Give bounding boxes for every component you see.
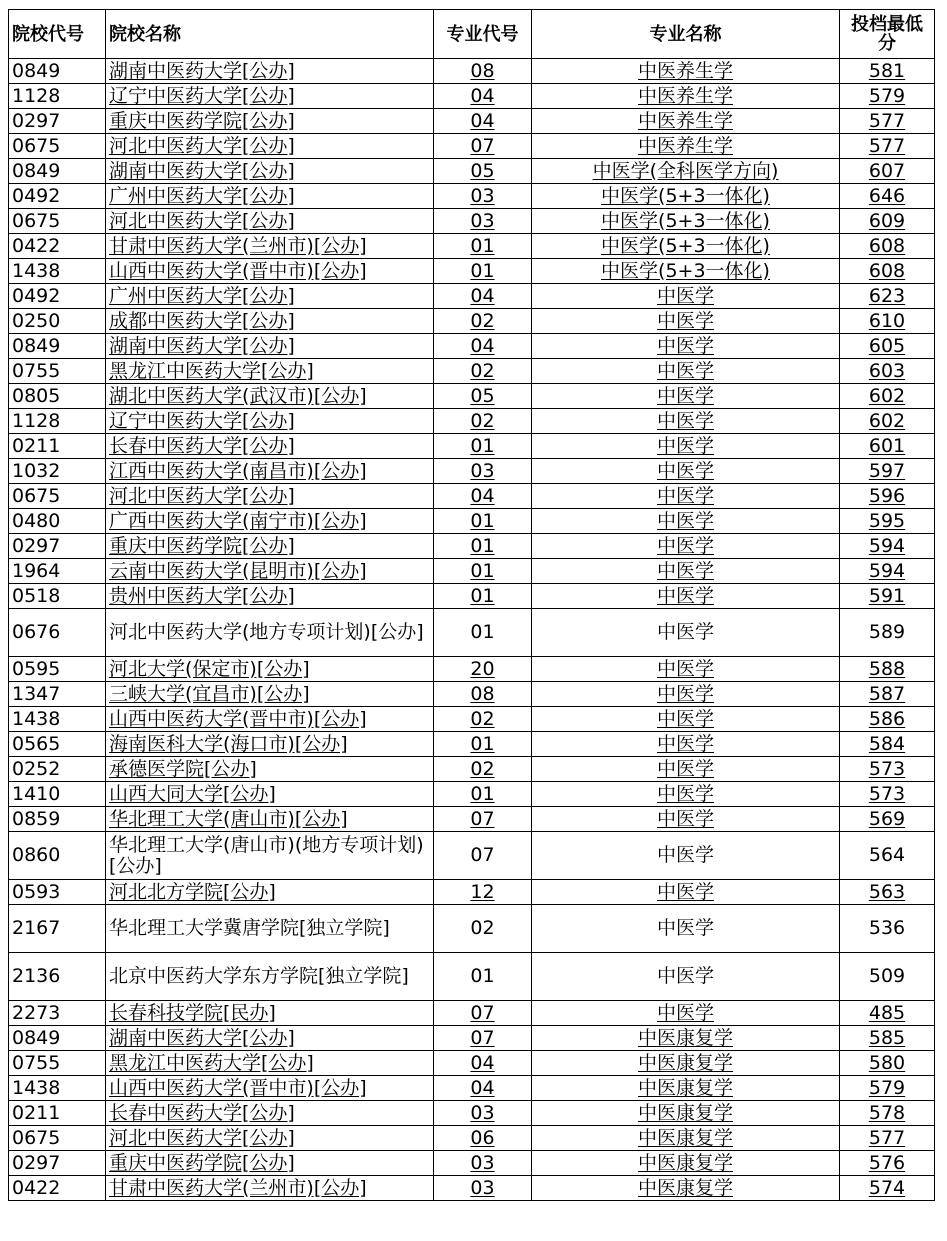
school-name-cell: 黑龙江中医药大学[公办]: [106, 359, 434, 384]
major-name-cell: 中医康复学: [532, 1176, 840, 1201]
school-name-cell: 重庆中医药学院[公办]: [106, 1151, 434, 1176]
school-name-cell: 河北北方学院[公办]: [106, 880, 434, 905]
major-code-cell: 01: [434, 534, 532, 559]
school-code-cell: 0849: [9, 334, 106, 359]
table-row: [9, 109, 935, 134]
school-code-cell: 1438: [9, 707, 106, 732]
school-name-cell: 山西大同大学[公办]: [106, 782, 434, 807]
major-name-cell: 中医学: [532, 732, 840, 757]
school-name-cell: 北京中医药大学东方学院[独立学院]: [106, 953, 434, 1001]
major-code-cell: 04: [434, 109, 532, 134]
major-name-cell: 中医康复学: [532, 1051, 840, 1076]
min-score-cell: 608: [840, 234, 935, 259]
major-name-cell: 中医学: [532, 509, 840, 534]
school-name-cell: 湖南中医药大学[公办]: [106, 334, 434, 359]
min-score-cell: 485: [840, 1001, 935, 1026]
min-score-cell: 594: [840, 559, 935, 584]
major-name-cell: 中医学: [532, 1001, 840, 1026]
major-name-cell: 中医学(5+3一体化): [532, 259, 840, 284]
min-score-cell: 597: [840, 459, 935, 484]
header-major-name: 专业名称: [532, 10, 840, 59]
major-name-cell: 中医学: [532, 359, 840, 384]
major-code-cell: 03: [434, 459, 532, 484]
school-name-cell: 山西中医药大学(晋中市)[公办]: [106, 259, 434, 284]
school-code-cell: 0211: [9, 1101, 106, 1126]
major-code-cell: 04: [434, 1076, 532, 1101]
school-code-cell: 1964: [9, 559, 106, 584]
major-code-cell: 01: [434, 509, 532, 534]
min-score-cell: 623: [840, 284, 935, 309]
major-code-cell: 03: [434, 1176, 532, 1201]
school-code-cell: 0422: [9, 1176, 106, 1201]
school-name-cell: 山西中医药大学(晋中市)[公办]: [106, 1076, 434, 1101]
table-row: [9, 259, 935, 284]
major-code-cell: 08: [434, 59, 532, 84]
min-score-cell: 573: [840, 782, 935, 807]
min-score-cell: 536: [840, 905, 935, 953]
major-code-cell: 03: [434, 1151, 532, 1176]
school-code-cell: 1347: [9, 682, 106, 707]
table-body: [9, 59, 935, 1201]
school-name-cell: 华北理工大学冀唐学院[独立学院]: [106, 905, 434, 953]
school-code-cell: 0492: [9, 284, 106, 309]
school-name-cell: 成都中医药大学[公办]: [106, 309, 434, 334]
major-code-cell: 04: [434, 334, 532, 359]
table-row: [9, 384, 935, 409]
major-code-cell: 07: [434, 1026, 532, 1051]
major-code-cell: 01: [434, 234, 532, 259]
school-code-cell: 0480: [9, 509, 106, 534]
major-code-cell: 02: [434, 409, 532, 434]
min-score-cell: 563: [840, 880, 935, 905]
school-name-cell: 山西中医药大学(晋中市)[公办]: [106, 707, 434, 732]
major-name-cell: 中医学: [532, 284, 840, 309]
table-row: [9, 905, 935, 953]
table-row: [9, 1051, 935, 1076]
min-score-cell: 609: [840, 209, 935, 234]
major-name-cell: 中医学: [532, 782, 840, 807]
school-name-cell: 辽宁中医药大学[公办]: [106, 409, 434, 434]
major-name-cell: 中医学: [532, 707, 840, 732]
table-row: [9, 584, 935, 609]
school-name-cell: 河北中医药大学(地方专项计划)[公办]: [106, 609, 434, 657]
school-name-cell: 贵州中医药大学[公办]: [106, 584, 434, 609]
min-score-cell: 579: [840, 1076, 935, 1101]
school-name-cell: 河北大学(保定市)[公办]: [106, 657, 434, 682]
major-name-cell: 中医学: [532, 609, 840, 657]
major-code-cell: 03: [434, 1101, 532, 1126]
table-row: [9, 409, 935, 434]
min-score-cell: 602: [840, 409, 935, 434]
school-code-cell: 0250: [9, 309, 106, 334]
school-name-cell: 黑龙江中医药大学[公办]: [106, 1051, 434, 1076]
school-code-cell: 2273: [9, 1001, 106, 1026]
header-major-code: 专业代号: [434, 10, 532, 59]
min-score-cell: 589: [840, 609, 935, 657]
school-name-cell: 三峡大学(宜昌市)[公办]: [106, 682, 434, 707]
school-code-cell: 0211: [9, 434, 106, 459]
major-name-cell: 中医学(5+3一体化): [532, 209, 840, 234]
school-code-cell: 0755: [9, 359, 106, 384]
table-row: [9, 559, 935, 584]
school-code-cell: 2136: [9, 953, 106, 1001]
major-code-cell: 02: [434, 309, 532, 334]
major-name-cell: 中医学(5+3一体化): [532, 234, 840, 259]
min-score-cell: 591: [840, 584, 935, 609]
major-code-cell: 05: [434, 159, 532, 184]
school-code-cell: 0849: [9, 59, 106, 84]
table-row: [9, 209, 935, 234]
table-row: [9, 953, 935, 1001]
table-row: [9, 309, 935, 334]
major-code-cell: 03: [434, 184, 532, 209]
major-name-cell: 中医康复学: [532, 1101, 840, 1126]
major-name-cell: 中医学: [532, 682, 840, 707]
school-name-cell: 河北中医药大学[公办]: [106, 134, 434, 159]
min-score-cell: 580: [840, 1051, 935, 1076]
table-row: [9, 59, 935, 84]
school-code-cell: 0805: [9, 384, 106, 409]
major-name-cell: 中医学: [532, 953, 840, 1001]
table-row: [9, 1101, 935, 1126]
table-row: [9, 284, 935, 309]
min-score-cell: 646: [840, 184, 935, 209]
major-name-cell: 中医学: [532, 807, 840, 832]
min-score-cell: 607: [840, 159, 935, 184]
table-row: [9, 657, 935, 682]
major-code-cell: 08: [434, 682, 532, 707]
major-name-cell: 中医学: [532, 584, 840, 609]
table-row: [9, 1076, 935, 1101]
major-code-cell: 05: [434, 384, 532, 409]
major-code-cell: 07: [434, 1001, 532, 1026]
school-name-cell: 承德医学院[公办]: [106, 757, 434, 782]
school-code-cell: 0859: [9, 807, 106, 832]
school-code-cell: 0860: [9, 832, 106, 880]
school-code-cell: 0755: [9, 1051, 106, 1076]
table-row: [9, 134, 935, 159]
school-code-cell: 1410: [9, 782, 106, 807]
school-code-cell: 0565: [9, 732, 106, 757]
school-name-cell: 甘肃中医药大学(兰州市)[公办]: [106, 1176, 434, 1201]
school-code-cell: 0297: [9, 109, 106, 134]
min-score-cell: 569: [840, 807, 935, 832]
school-name-cell: 湖南中医药大学[公办]: [106, 59, 434, 84]
school-code-cell: 0297: [9, 534, 106, 559]
major-code-cell: 01: [434, 434, 532, 459]
school-name-cell: 江西中医药大学(南昌市)[公办]: [106, 459, 434, 484]
major-name-cell: 中医养生学: [532, 59, 840, 84]
header-min-score: 投档最低分: [840, 10, 935, 59]
major-code-cell: 04: [434, 1051, 532, 1076]
major-code-cell: 01: [434, 609, 532, 657]
table-row: [9, 484, 935, 509]
min-score-cell: 573: [840, 757, 935, 782]
school-code-cell: 2167: [9, 905, 106, 953]
major-name-cell: 中医学: [532, 832, 840, 880]
major-code-cell: 04: [434, 84, 532, 109]
major-name-cell: 中医学: [532, 880, 840, 905]
school-code-cell: 0849: [9, 1026, 106, 1051]
major-code-cell: 01: [434, 732, 532, 757]
table-row: [9, 434, 935, 459]
school-name-cell: 辽宁中医药大学[公办]: [106, 84, 434, 109]
min-score-cell: 584: [840, 732, 935, 757]
major-name-cell: 中医学: [532, 459, 840, 484]
school-code-cell: 0675: [9, 484, 106, 509]
major-name-cell: 中医康复学: [532, 1076, 840, 1101]
school-code-cell: 0422: [9, 234, 106, 259]
min-score-cell: 576: [840, 1151, 935, 1176]
header-row: [9, 10, 935, 59]
table-row: [9, 1026, 935, 1051]
table-row: [9, 534, 935, 559]
major-code-cell: 02: [434, 757, 532, 782]
school-code-cell: 0593: [9, 880, 106, 905]
major-name-cell: 中医学: [532, 484, 840, 509]
table-row: [9, 359, 935, 384]
major-name-cell: 中医养生学: [532, 109, 840, 134]
major-name-cell: 中医学: [532, 534, 840, 559]
school-name-cell: 河北中医药大学[公办]: [106, 209, 434, 234]
table-row: [9, 184, 935, 209]
major-code-cell: 07: [434, 832, 532, 880]
school-code-cell: 1128: [9, 409, 106, 434]
table-row: [9, 732, 935, 757]
table-row: [9, 234, 935, 259]
min-score-cell: 509: [840, 953, 935, 1001]
min-score-cell: 595: [840, 509, 935, 534]
table-row: [9, 609, 935, 657]
min-score-cell: 596: [840, 484, 935, 509]
school-code-cell: 0676: [9, 609, 106, 657]
table-row: [9, 807, 935, 832]
table-row: [9, 707, 935, 732]
min-score-cell: 577: [840, 134, 935, 159]
min-score-cell: 602: [840, 384, 935, 409]
school-name-cell: 河北中医药大学[公办]: [106, 484, 434, 509]
major-code-cell: 01: [434, 584, 532, 609]
major-code-cell: 04: [434, 484, 532, 509]
school-code-cell: 1032: [9, 459, 106, 484]
min-score-cell: 578: [840, 1101, 935, 1126]
school-name-cell: 广州中医药大学[公办]: [106, 284, 434, 309]
min-score-cell: 608: [840, 259, 935, 284]
table-row: [9, 1001, 935, 1026]
major-name-cell: 中医学: [532, 559, 840, 584]
major-name-cell: 中医养生学: [532, 134, 840, 159]
school-code-cell: 0849: [9, 159, 106, 184]
major-name-cell: 中医学: [532, 905, 840, 953]
min-score-cell: 564: [840, 832, 935, 880]
school-name-cell: 湖南中医药大学[公办]: [106, 1026, 434, 1051]
admission-score-table: [8, 9, 935, 1201]
school-name-cell: 长春中医药大学[公办]: [106, 1101, 434, 1126]
min-score-cell: 610: [840, 309, 935, 334]
school-code-cell: 0252: [9, 757, 106, 782]
header-school-code: 院校代号: [9, 10, 106, 59]
min-score-cell: 588: [840, 657, 935, 682]
table-row: [9, 757, 935, 782]
table-row: [9, 1176, 935, 1201]
table-row: [9, 832, 935, 880]
major-code-cell: 06: [434, 1126, 532, 1151]
major-name-cell: 中医康复学: [532, 1026, 840, 1051]
major-code-cell: 03: [434, 209, 532, 234]
school-name-cell: 甘肃中医药大学(兰州市)[公办]: [106, 234, 434, 259]
min-score-cell: 574: [840, 1176, 935, 1201]
major-name-cell: 中医学: [532, 434, 840, 459]
major-name-cell: 中医康复学: [532, 1151, 840, 1176]
min-score-cell: 579: [840, 84, 935, 109]
table-row: [9, 509, 935, 534]
min-score-cell: 605: [840, 334, 935, 359]
major-code-cell: 07: [434, 807, 532, 832]
min-score-cell: 577: [840, 1126, 935, 1151]
table-row: [9, 459, 935, 484]
school-name-cell: 长春中医药大学[公办]: [106, 434, 434, 459]
major-name-cell: 中医学: [532, 334, 840, 359]
school-code-cell: 1128: [9, 84, 106, 109]
min-score-cell: 581: [840, 59, 935, 84]
major-code-cell: 12: [434, 880, 532, 905]
major-code-cell: 01: [434, 953, 532, 1001]
school-name-cell: 广州中医药大学[公办]: [106, 184, 434, 209]
table-row: [9, 334, 935, 359]
major-name-cell: 中医养生学: [532, 84, 840, 109]
table-row: [9, 782, 935, 807]
major-code-cell: 07: [434, 134, 532, 159]
table-row: [9, 1151, 935, 1176]
school-name-cell: 湖北中医药大学(武汉市)[公办]: [106, 384, 434, 409]
min-score-cell: 594: [840, 534, 935, 559]
major-code-cell: 04: [434, 284, 532, 309]
table-row: [9, 84, 935, 109]
school-code-cell: 0675: [9, 1126, 106, 1151]
school-name-cell: 海南医科大学(海口市)[公办]: [106, 732, 434, 757]
major-name-cell: 中医学(全科医学方向): [532, 159, 840, 184]
major-code-cell: 02: [434, 359, 532, 384]
min-score-cell: 577: [840, 109, 935, 134]
major-code-cell: 01: [434, 559, 532, 584]
school-name-cell: 华北理工大学(唐山市)(地方专项计划)[公办]: [106, 832, 434, 880]
school-code-cell: 0518: [9, 584, 106, 609]
school-code-cell: 0595: [9, 657, 106, 682]
min-score-cell: 603: [840, 359, 935, 384]
school-code-cell: 0297: [9, 1151, 106, 1176]
min-score-cell: 601: [840, 434, 935, 459]
major-name-cell: 中医学: [532, 757, 840, 782]
major-name-cell: 中医学: [532, 309, 840, 334]
table-row: [9, 682, 935, 707]
school-name-cell: 重庆中医药学院[公办]: [106, 109, 434, 134]
min-score-cell: 586: [840, 707, 935, 732]
major-name-cell: 中医康复学: [532, 1126, 840, 1151]
school-name-cell: 湖南中医药大学[公办]: [106, 159, 434, 184]
table-row: [9, 880, 935, 905]
table-row: [9, 1126, 935, 1151]
school-name-cell: 河北中医药大学[公办]: [106, 1126, 434, 1151]
major-code-cell: 01: [434, 782, 532, 807]
major-code-cell: 01: [434, 259, 532, 284]
major-name-cell: 中医学: [532, 409, 840, 434]
table-row: [9, 159, 935, 184]
major-code-cell: 20: [434, 657, 532, 682]
school-code-cell: 0675: [9, 134, 106, 159]
min-score-cell: 587: [840, 682, 935, 707]
school-name-cell: 华北理工大学(唐山市)[公办]: [106, 807, 434, 832]
major-code-cell: 02: [434, 707, 532, 732]
major-name-cell: 中医学(5+3一体化): [532, 184, 840, 209]
major-name-cell: 中医学: [532, 384, 840, 409]
min-score-cell: 585: [840, 1026, 935, 1051]
header-school-name: 院校名称: [106, 10, 434, 59]
school-name-cell: 广西中医药大学(南宁市)[公办]: [106, 509, 434, 534]
school-code-cell: 1438: [9, 259, 106, 284]
school-name-cell: 重庆中医药学院[公办]: [106, 534, 434, 559]
major-name-cell: 中医学: [532, 657, 840, 682]
major-code-cell: 02: [434, 905, 532, 953]
school-name-cell: 云南中医药大学(昆明市)[公办]: [106, 559, 434, 584]
school-name-cell: 长春科技学院[民办]: [106, 1001, 434, 1026]
school-code-cell: 1438: [9, 1076, 106, 1101]
school-code-cell: 0492: [9, 184, 106, 209]
school-code-cell: 0675: [9, 209, 106, 234]
